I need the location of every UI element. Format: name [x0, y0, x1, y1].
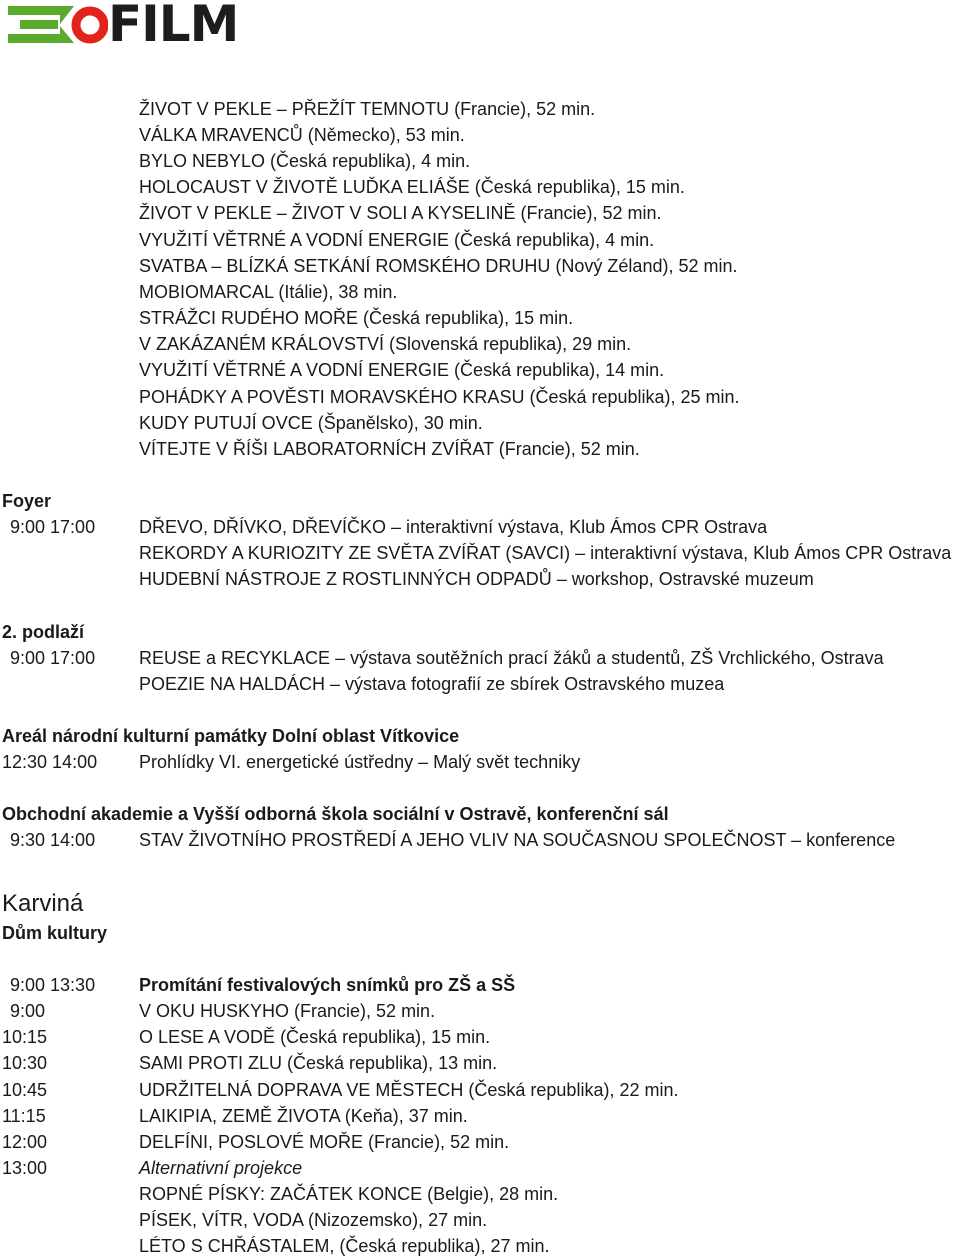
list-item: BYLO NEBYLO (Česká republika), 4 min. [139, 151, 471, 171]
block-title: Promítání festivalových snímků pro ZŠ a SŠ [139, 975, 516, 995]
list-item [0, 972, 960, 998]
logo-wordmark: FILM [108, 0, 239, 53]
list-item: 12:30 14:00 Prohlídky VI. energetické ústředny – Malý svět techniky [0, 749, 960, 775]
list-item: 9:30 14:00 STAV ŽIVOTNÍHO PROSTŘEDÍ A JEHO VLIV NA SOUČASNOU SPOLEČNOST – konference [0, 827, 960, 853]
time-range: 9:30 14:00 [10, 830, 96, 850]
list-item: ŽIVOT V PEKLE – PŘEŽÍT TEMNOTU (Francie), 52 min. [139, 99, 596, 119]
list-item: REKORDY A KURIOZITY ZE SVĚTA ZVÍŘAT (SAVCI) – interaktivní výstava, Klub Ámos CPR Ostrava [139, 543, 952, 563]
table-row: 9:00 V OKU HUSKYHO (Francie), 52 min. [10, 1001, 436, 1021]
list-item: ŽIVOT V PEKLE – ŽIVOT V SOLI A KYSELINĚ (Francie), 52 min. [139, 203, 662, 223]
list-item: LÉTO S CHŘÁSTALEM, (Česká republika), 27 min. [139, 1236, 550, 1256]
list-item: VYUŽITÍ VĚTRNÉ A VODNÍ ENERGIE (Česká republika), 4 min. [139, 230, 655, 250]
list-item: PÍSEK, VÍTR, VODA (Nizozemsko), 27 min. [139, 1210, 488, 1230]
list-item: POEZIE NA HALDÁCH – výstava fotografií ze sbírek Ostravského muzea [139, 674, 725, 694]
list-item: POHÁDKY A POVĚSTI MORAVSKÉHO KRASU (Česká republika), 25 min. [139, 387, 740, 407]
list-item: VÍTEJTE V ŘÍŠI LABORATORNÍCH ZVÍŘAT (Francie), 52 min. [139, 439, 640, 459]
list-item: HUDEBNÍ NÁSTROJE Z ROSTLINNÝCH ODPADŮ – workshop, Ostravské muzeum [139, 569, 814, 589]
section-heading-floor2: 2. podlaží [2, 622, 85, 642]
table-row: 10:30 SAMI PROTI ZLU (Česká republika), 13 min. [2, 1053, 498, 1073]
time-range: 12:30 14:00 [2, 752, 98, 772]
list-item: MOBIOMARCAL (Itálie), 38 min. [139, 282, 398, 302]
section-heading-vitkovice: Areál národní kulturní památky Dolní oblast Vítkovice [2, 726, 460, 746]
list-item: KUDY PUTUJÍ OVCE (Španělsko), 30 min. [139, 413, 483, 433]
table-row: 10:45 UDRŽITELNÁ DOPRAVA VE MĚSTECH (Česká republika), 22 min. [2, 1080, 679, 1100]
list-item: HOLOCAUST V ŽIVOTĚ LUĎKA ELIÁŠE (Česká republika), 15 min. [139, 177, 685, 197]
list-item: VÁLKA MRAVENCŮ (Německo), 53 min. [139, 125, 465, 145]
table-row: 11:15 LAIKIPIA, ZEMĚ ŽIVOTA (Keňa), 37 min. [2, 1106, 468, 1126]
list-item: SVATBA – BLÍZKÁ SETKÁNÍ ROMSKÉHO DRUHU (Nový Zéland), 52 min. [139, 256, 738, 276]
logo-e-mark [8, 4, 108, 44]
table-row: 10:15 O LESE A VODĚ (Česká republika), 15 min. [2, 1027, 491, 1047]
list-item: V ZAKÁZANÉM KRÁLOVSTVÍ (Slovenská republika), 29 min. [139, 334, 632, 354]
table-row: 13:00 Alternativní projekce [2, 1158, 303, 1178]
list-item: VYUŽITÍ VĚTRNÉ A VODNÍ ENERGIE (Česká republika), 14 min. [139, 360, 665, 380]
section-heading-academy: Obchodní akademie a Vyšší odborná škola sociální v Ostravě, konferenční sál [2, 804, 669, 824]
list-item: 9:00 17:00 DŘEVO, DŘÍVKO, DŘEVÍČKO – interaktivní výstava, Klub Ámos CPR Ostrava [0, 514, 960, 540]
table-row: 12:00 DELFÍNI, POSLOVÉ MOŘE (Francie), 52 min. [2, 1132, 510, 1152]
venue-heading: Dům kultury [2, 923, 108, 943]
city-heading: Karviná [2, 890, 84, 917]
list-item: STRÁŽCI RUDÉHO MOŘE (Česká republika), 15 min. [139, 308, 574, 328]
list-item: ROPNÉ PÍSKY: ZAČÁTEK KONCE (Belgie), 28 min. [139, 1184, 559, 1204]
list-item: 9:00 17:00 REUSE a RECYKLACE – výstava soutěžních prací žáků a studentů, ZŠ Vrchlického, Ostrava [0, 645, 960, 671]
ekofilm-logo [8, 0, 258, 53]
section-heading-foyer: Foyer [2, 491, 52, 511]
time-range: 9:00 17:00 [10, 517, 96, 537]
time-range: 9:00 17:00 [10, 648, 96, 668]
time-range: 9:00 13:30 [10, 975, 96, 995]
